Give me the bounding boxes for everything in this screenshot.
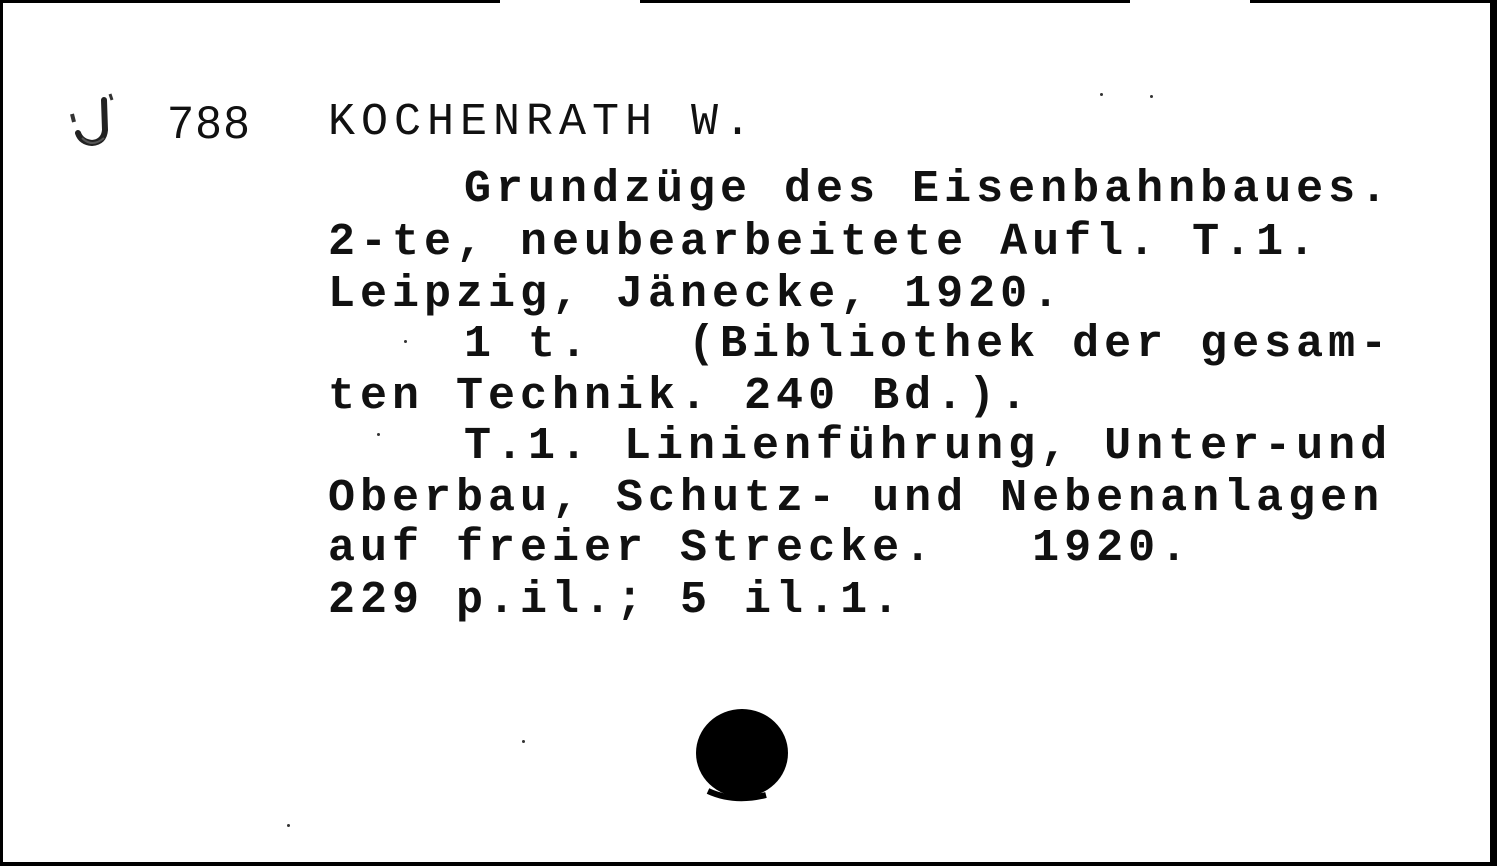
volume-title-line: T.1. Linienführung, Unter-und (464, 421, 1393, 472)
speck (377, 433, 380, 436)
border-gap (1130, 0, 1250, 3)
imprint-line: Leipzig, Jänecke, 1920. (328, 269, 1065, 320)
title-line: Grundzüge des Eisenbahnbaues. (464, 164, 1393, 215)
speck (522, 740, 525, 743)
punch-hole-icon (694, 707, 794, 807)
hook-mark-icon (64, 86, 124, 156)
collation-line: 229 p.il.; 5 il.1. (328, 575, 905, 626)
card-border-top (0, 0, 1497, 3)
author-heading: KOCHENRATH W. (328, 97, 758, 148)
series-line-continued: ten Technik. 240 Bd.). (328, 371, 1033, 422)
border-gap (500, 0, 640, 3)
speck (287, 824, 290, 827)
card-border-bottom (0, 862, 1497, 866)
card-border-right (1490, 0, 1497, 866)
volume-title-line-end: auf freier Strecke. 1920. (328, 523, 1193, 574)
speck (1100, 93, 1103, 96)
edition-line: 2-te, neubearbeitete Aufl. T.1. (328, 217, 1321, 268)
speck (1150, 95, 1153, 98)
speck (404, 340, 407, 343)
volume-title-line-continued: Oberbau, Schutz- und Nebenanlagen (328, 473, 1385, 524)
series-line: 1 t. (Bibliothek der gesam- (464, 319, 1393, 370)
call-number: 788 (168, 97, 253, 148)
card-border-left (0, 0, 3, 866)
